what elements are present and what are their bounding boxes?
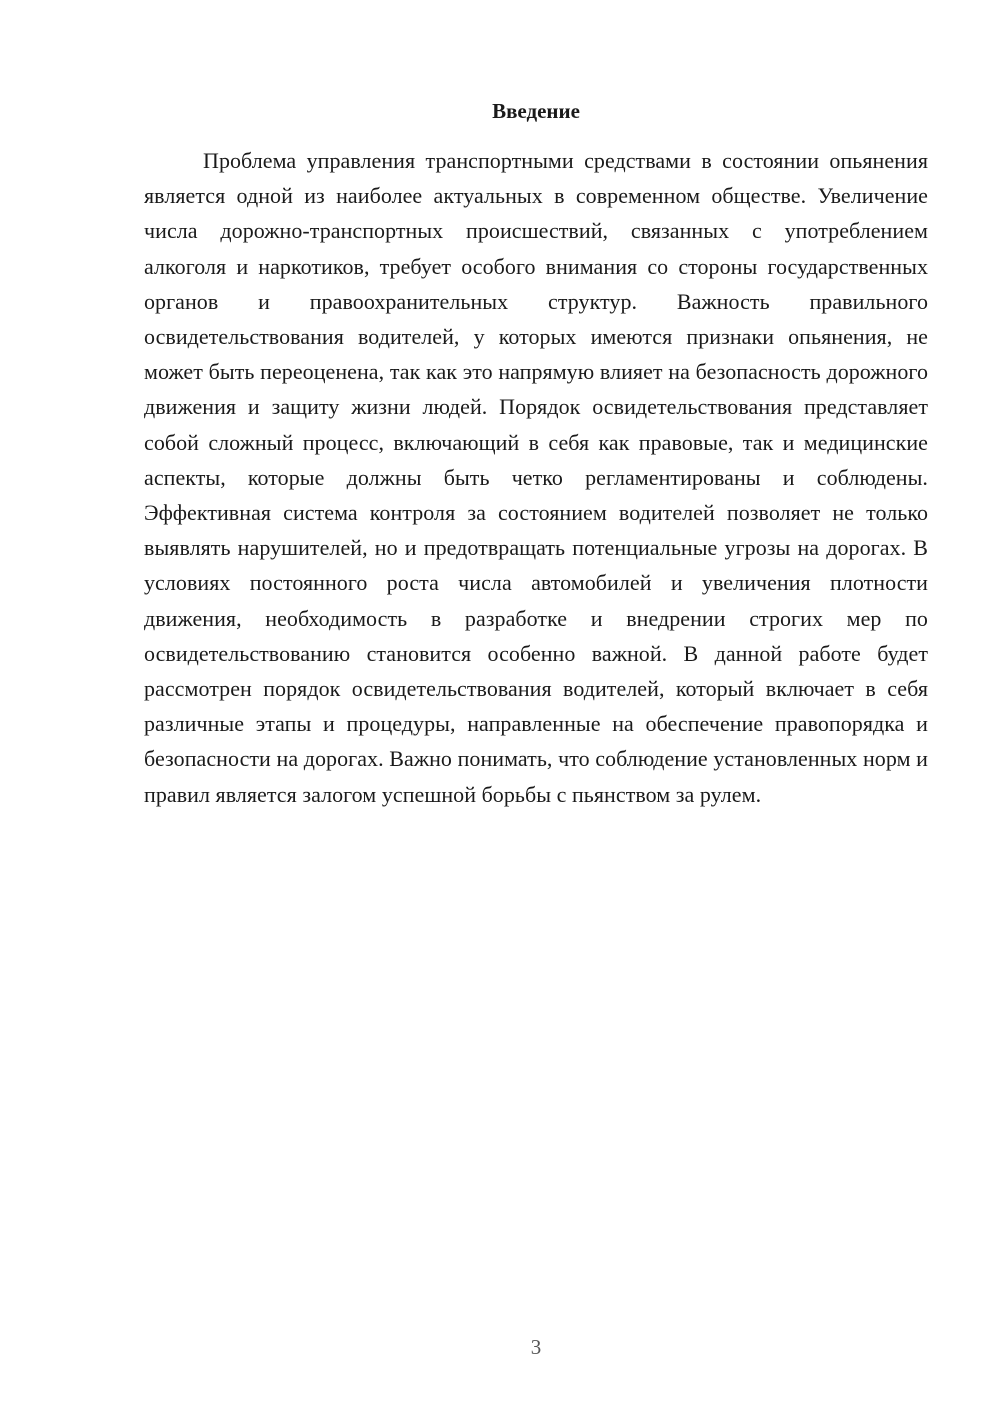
page-number: 3: [530, 1335, 542, 1359]
body-paragraph: Проблема управления транспортными средствами в состоянии опьянения является одной из наиболее актуальных в современном обществе. Увеличение числа дорожно-транспортных происшествий, связанных с употреблением алкоголя и наркотиков, требует особого внимания со стороны государственных органов и правоохранительных структур. Важность правильного освидетельствования водителей, у которых имеются признаки опьянения, не может быть переоценена, так как это напрямую влияет на безопасность дорожного движения и защиту жизни людей. Порядок освидетельствования представляет собой сложный процесс, включающий в себя как правовые, так и медицинские аспекты, которые должны быть четко регламентированы и соблюдены. Эффективная система контроля за состоянием водителей позволяет не только выявлять нарушителей, но и предотвращать потенциальные угрозы на дорогах. В условиях постоянного роста числа автомобилей и увеличения плотности движения, необходимость в разработке и внедрении строгих мер по освидетельствованию становится особенно важной. В данной работе будет рассмотрен порядок освидетельствования водителей, который включает в себя различные этапы и процедуры, направленные на обеспечение правопорядка и безопасности на дорогах. Важно понимать, что соблюдение установленных норм и правил является залогом успешной борьбы с пьянством за рулем.: [144, 148, 928, 807]
section-title: Введение: [492, 99, 580, 123]
